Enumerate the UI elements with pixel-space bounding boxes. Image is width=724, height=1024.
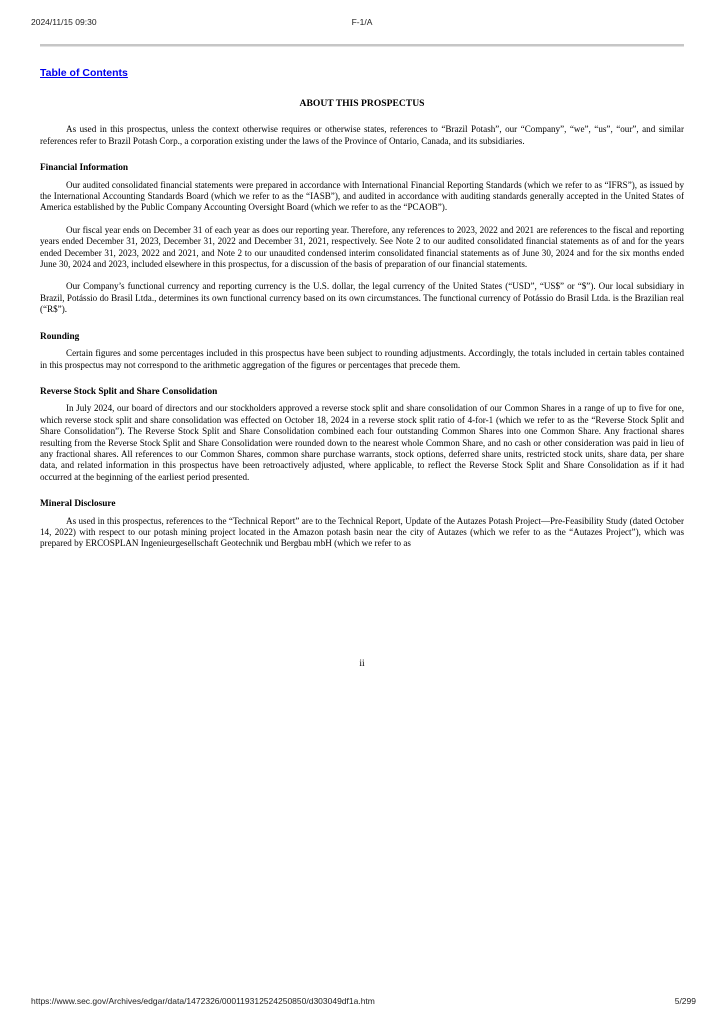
browser-print-header	[0, 17, 724, 29]
about-paragraph: As used in this prospectus, unless the context otherwise requires or otherwise states, references to “Brazil Potash”, our “Company”, “we”, “us”, “our”, and similar references refer to Brazil Potash Corp., a corporation existing under the laws of the Province of Ontario, Canada, and its subsidiaries.	[40, 124, 684, 146]
print-doc-title: F-1/A	[351, 17, 373, 27]
rounding-paragraph: Certain figures and some percentages included in this prospectus have been subject to rounding adjustments. Accordingly, the totals included in certain tables contained in this prospectus may not correspond to the arithmetic aggregation of the figures or percentages that precede them.	[40, 348, 684, 370]
mineral-disclosure-paragraph: As used in this prospectus, references to the “Technical Report” are to the Technical Report, Update of the Autazes Potash Project—Pre-Feasibility Study (dated October 14, 2022) with respect to our potash mining project located in the Amazon potash basin near the city of Autazes (which we refer to as the “Autazes Project”), which was prepared by ERCOSPLAN Ingenieurgesellschaft Geotechnik und Bergbau mbH (which we refer to as	[40, 515, 684, 549]
page-number: ii	[359, 659, 365, 669]
print-page-count: 5/299	[674, 996, 696, 1006]
financial-paragraph: Our Company’s functional currency and reporting currency is the U.S. dollar, the legal currency of the United States (“USD”, “US$” or “$”). Our local subsidiary in Brazil, Potássio do Brasil Ltda., determines its own functional currency based on its own circumstances. The functional currency of Potássio do Brasil Ltda. is the Brazilian real (“R$”).	[40, 281, 684, 315]
table-of-contents-link[interactable]: Table of Contents	[40, 67, 128, 79]
rounding-heading: Rounding	[40, 331, 80, 342]
financial-information-heading: Financial Information	[40, 163, 129, 174]
financial-paragraph: Our fiscal year ends on December 31 of each year as does our reporting year. Therefore, any references to 2023, 2022 and 2021 are references to the fiscal and reporting years ended December 31, 2023, December 31, 2022 and December 31, 2021, respectively. See Note 2 to our audited consolidated financial statements as of and for the years ended December 31, 2023, 2022 and 2021, and Note 2 to our unaudited condensed interim consolidated financial statements as of June 30, 2024 and for the six months ended June 30, 2024 and 2023, included elsewhere in this prospectus, for a discussion of the basis of preparation of our financial statements.	[40, 224, 684, 270]
reverse-split-paragraph: In July 2024, our board of directors and our stockholders approved a reverse stock split and share consolidation of our Common Shares in a range of up to five for one, which reverse stock split and share consolidation was effected on October 18, 2024 in a reverse stock split ratio of 4-for-1 (which we refer to as the “Reverse Stock Split and Share Consolidation”). The Reverse Stock Split and Share Consolidation combined each four outstanding Common Shares into one Common Share. Any fractional shares resulting from the Reverse Stock Split and Share Consolidation were rounded down to the nearest whole Common Share, and no cash or other consideration was paid in lieu of any fractional shares. All references to our Common Shares, common share purchase warrants, stock options, deferred share units, restricted stock units, share data, per share data, and related information in this prospectus have been retroactively adjusted, where applicable, to reflect the Reverse Stock Split and Share Consolidation as if it had occurred at the beginning of the earliest period presented.	[40, 403, 684, 482]
top-divider	[40, 44, 684, 47]
mineral-disclosure-heading: Mineral Disclosure	[40, 499, 116, 510]
browser-print-footer	[0, 996, 724, 1008]
print-url: https://www.sec.gov/Archives/edgar/data/1472326/000119312524250850/d303049df1a.htm	[31, 996, 375, 1006]
document-body	[40, 98, 684, 561]
financial-paragraph: Our audited consolidated financial statements were prepared in accordance with International Financial Reporting Standards (which we refer to as “IFRS”), as issued by the International Accounting Standards Board (which we refer to as the “IASB”), and audited in accordance with auditing standards generally accepted in the United States of America established by the Public Company Accounting Oversight Board (which we refer to as the “PCAOB”).	[40, 179, 684, 213]
reverse-split-heading: Reverse Stock Split and Share Consolidation	[40, 386, 218, 397]
print-datetime: 2024/11/15 09:30	[31, 17, 97, 27]
about-heading: ABOUT THIS PROSPECTUS	[299, 98, 425, 109]
